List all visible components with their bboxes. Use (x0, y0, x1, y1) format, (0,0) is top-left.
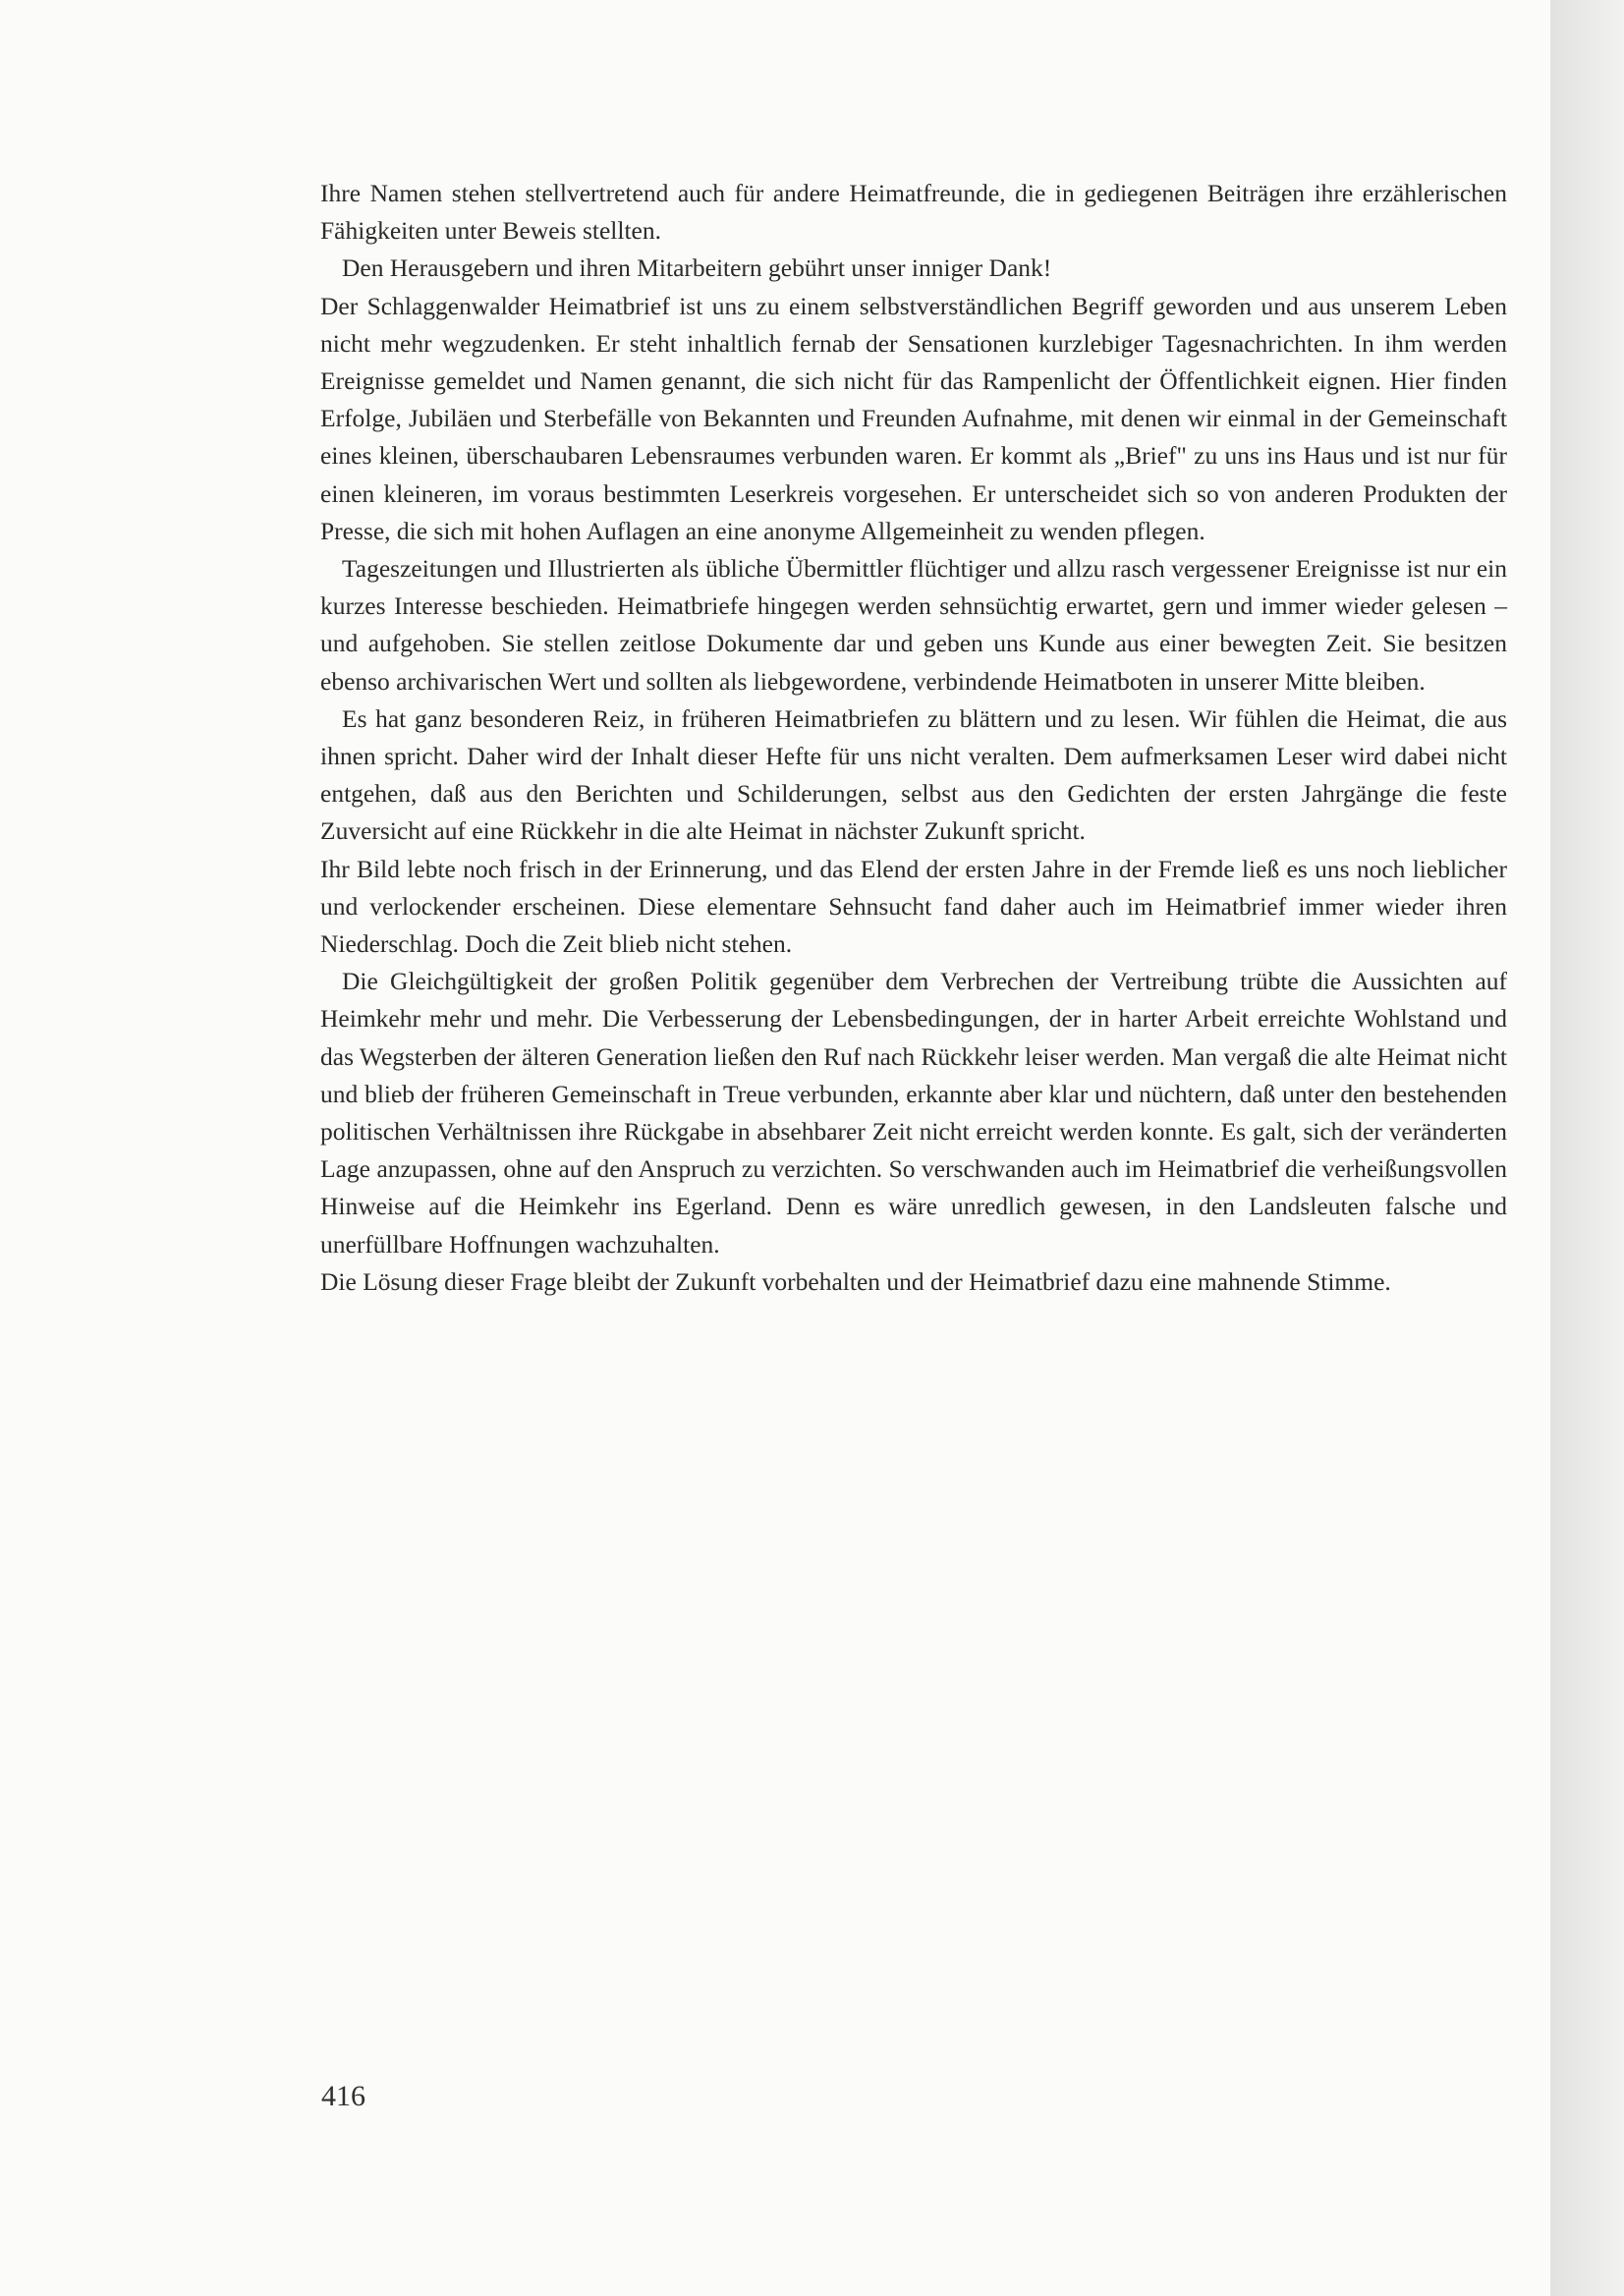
paragraph: Den Herausgebern und ihren Mitarbeitern gebührt unser inniger Dank! (342, 253, 1052, 283)
paragraph: Der Schlaggenwalder Heimatbrief ist uns zu einem selbstverständlichen Begriff geworden und aus unserem Leben nicht mehr wegzudenken. Er steht inhaltlich fernab der Sensationen kurzlebiger Tagesnachrichten. In ihm werden Ereignisse gemeldet und Namen genannt, die sich nicht für das Rampenlicht der Öffentlichkeit eignen. Hier finden Erfolge, Jubiläen und Sterbefälle von Bekannten und Freunden Aufnahme, mit denen wir einmal in der Gemeinschaft eines kleinen, überschaubaren Lebensraumes verbunden waren. Er kommt als „Brief" zu uns ins Haus und ist nur für einen kleineren, im voraus bestimmten Leserkreis vorgesehen. Er unterscheidet sich so von anderen Produkten der Presse, die sich mit hohen Auflagen an eine anonyme Allgemeinheit zu wenden pflegen. (320, 291, 1507, 545)
paragraph: Ihre Namen stehen stellvertretend auch für andere Heimatfreunde, die in gediegenen Beiträgen ihre erzählerischen Fähigkeiten unter Beweis stellten. (320, 179, 1507, 246)
paragraph: Tageszeitungen und Illustrierten als übliche Übermittler flüchtiger und allzu rasch vergessener Ereignisse ist nur ein kurzes Interesse beschieden. Heimatbriefe hingegen werden sehnsüchtig erwartet, gern und immer wieder gelesen – und aufgehoben. Sie stellen zeitlose Dokumente dar und geben uns Kunde aus einer bewegten Zeit. Sie besitzen ebenso archivarischen Wert und sollten als liebgewordene, verbindende Heimatboten in unserer Mitte bleiben. (320, 554, 1507, 696)
paragraph: Es hat ganz besonderen Reiz, in früheren Heimatbriefen zu blättern und zu lesen. Wir fühlen die Heimat, die aus ihnen spricht. Daher wird der Inhalt dieser Hefte für uns nicht veralten. Dem aufmerksamen Leser wird dabei nicht entgehen, daß aus den Berichten und Schilderungen, selbst aus den Gedichten der ersten Jahrgänge die feste Zuversicht auf eine Rückkehr in die alte Heimat in nächster Zukunft spricht. (320, 703, 1507, 846)
paragraph: Ihr Bild lebte noch frisch in der Erinnerung, und das Elend der ersten Jahre in der Fremde ließ es uns noch lieblicher und verlockender erscheinen. Diese elementare Sehnsucht fand daher auch im Heimatbrief immer wieder ihren Niederschlag. Doch die Zeit blieb nicht stehen. (320, 854, 1507, 959)
scan-edge (1550, 0, 1624, 2296)
paragraph: Die Gleichgültigkeit der großen Politik gegenüber dem Verbrechen der Vertreibung trübte die Aussichten auf Heimkehr mehr und mehr. Die Verbesserung der Lebensbedingungen, der in harter Arbeit erreichte Wohlstand und das Wegsterben der älteren Generation ließen den Ruf nach Rückkehr leiser werden. Man vergaß die alte Heimat nicht und blieb der früheren Gemeinschaft in Treue verbunden, erkannte aber klar und nüchtern, daß unter den bestehenden politischen Verhältnissen ihre Rückgabe in absehbarer Zeit nicht erreicht werden konnte. Es galt, sich der veränderten Lage anzupassen, ohne auf den Anspruch zu verzichten. So verschwanden auch im Heimatbrief die verheißungsvollen Hinweise auf die Heimkehr ins Egerland. Denn es wäre unredlich gewesen, in den Landsleuten falsche und unerfüllbare Hoffnungen wachzuhalten. (320, 967, 1507, 1259)
page-number: 416 (321, 2080, 365, 2112)
body-text (320, 175, 1507, 1301)
paragraph: Die Lösung dieser Frage bleibt der Zukunft vorbehalten und der Heimatbrief dazu eine mahnende Stimme. (320, 1266, 1391, 1296)
